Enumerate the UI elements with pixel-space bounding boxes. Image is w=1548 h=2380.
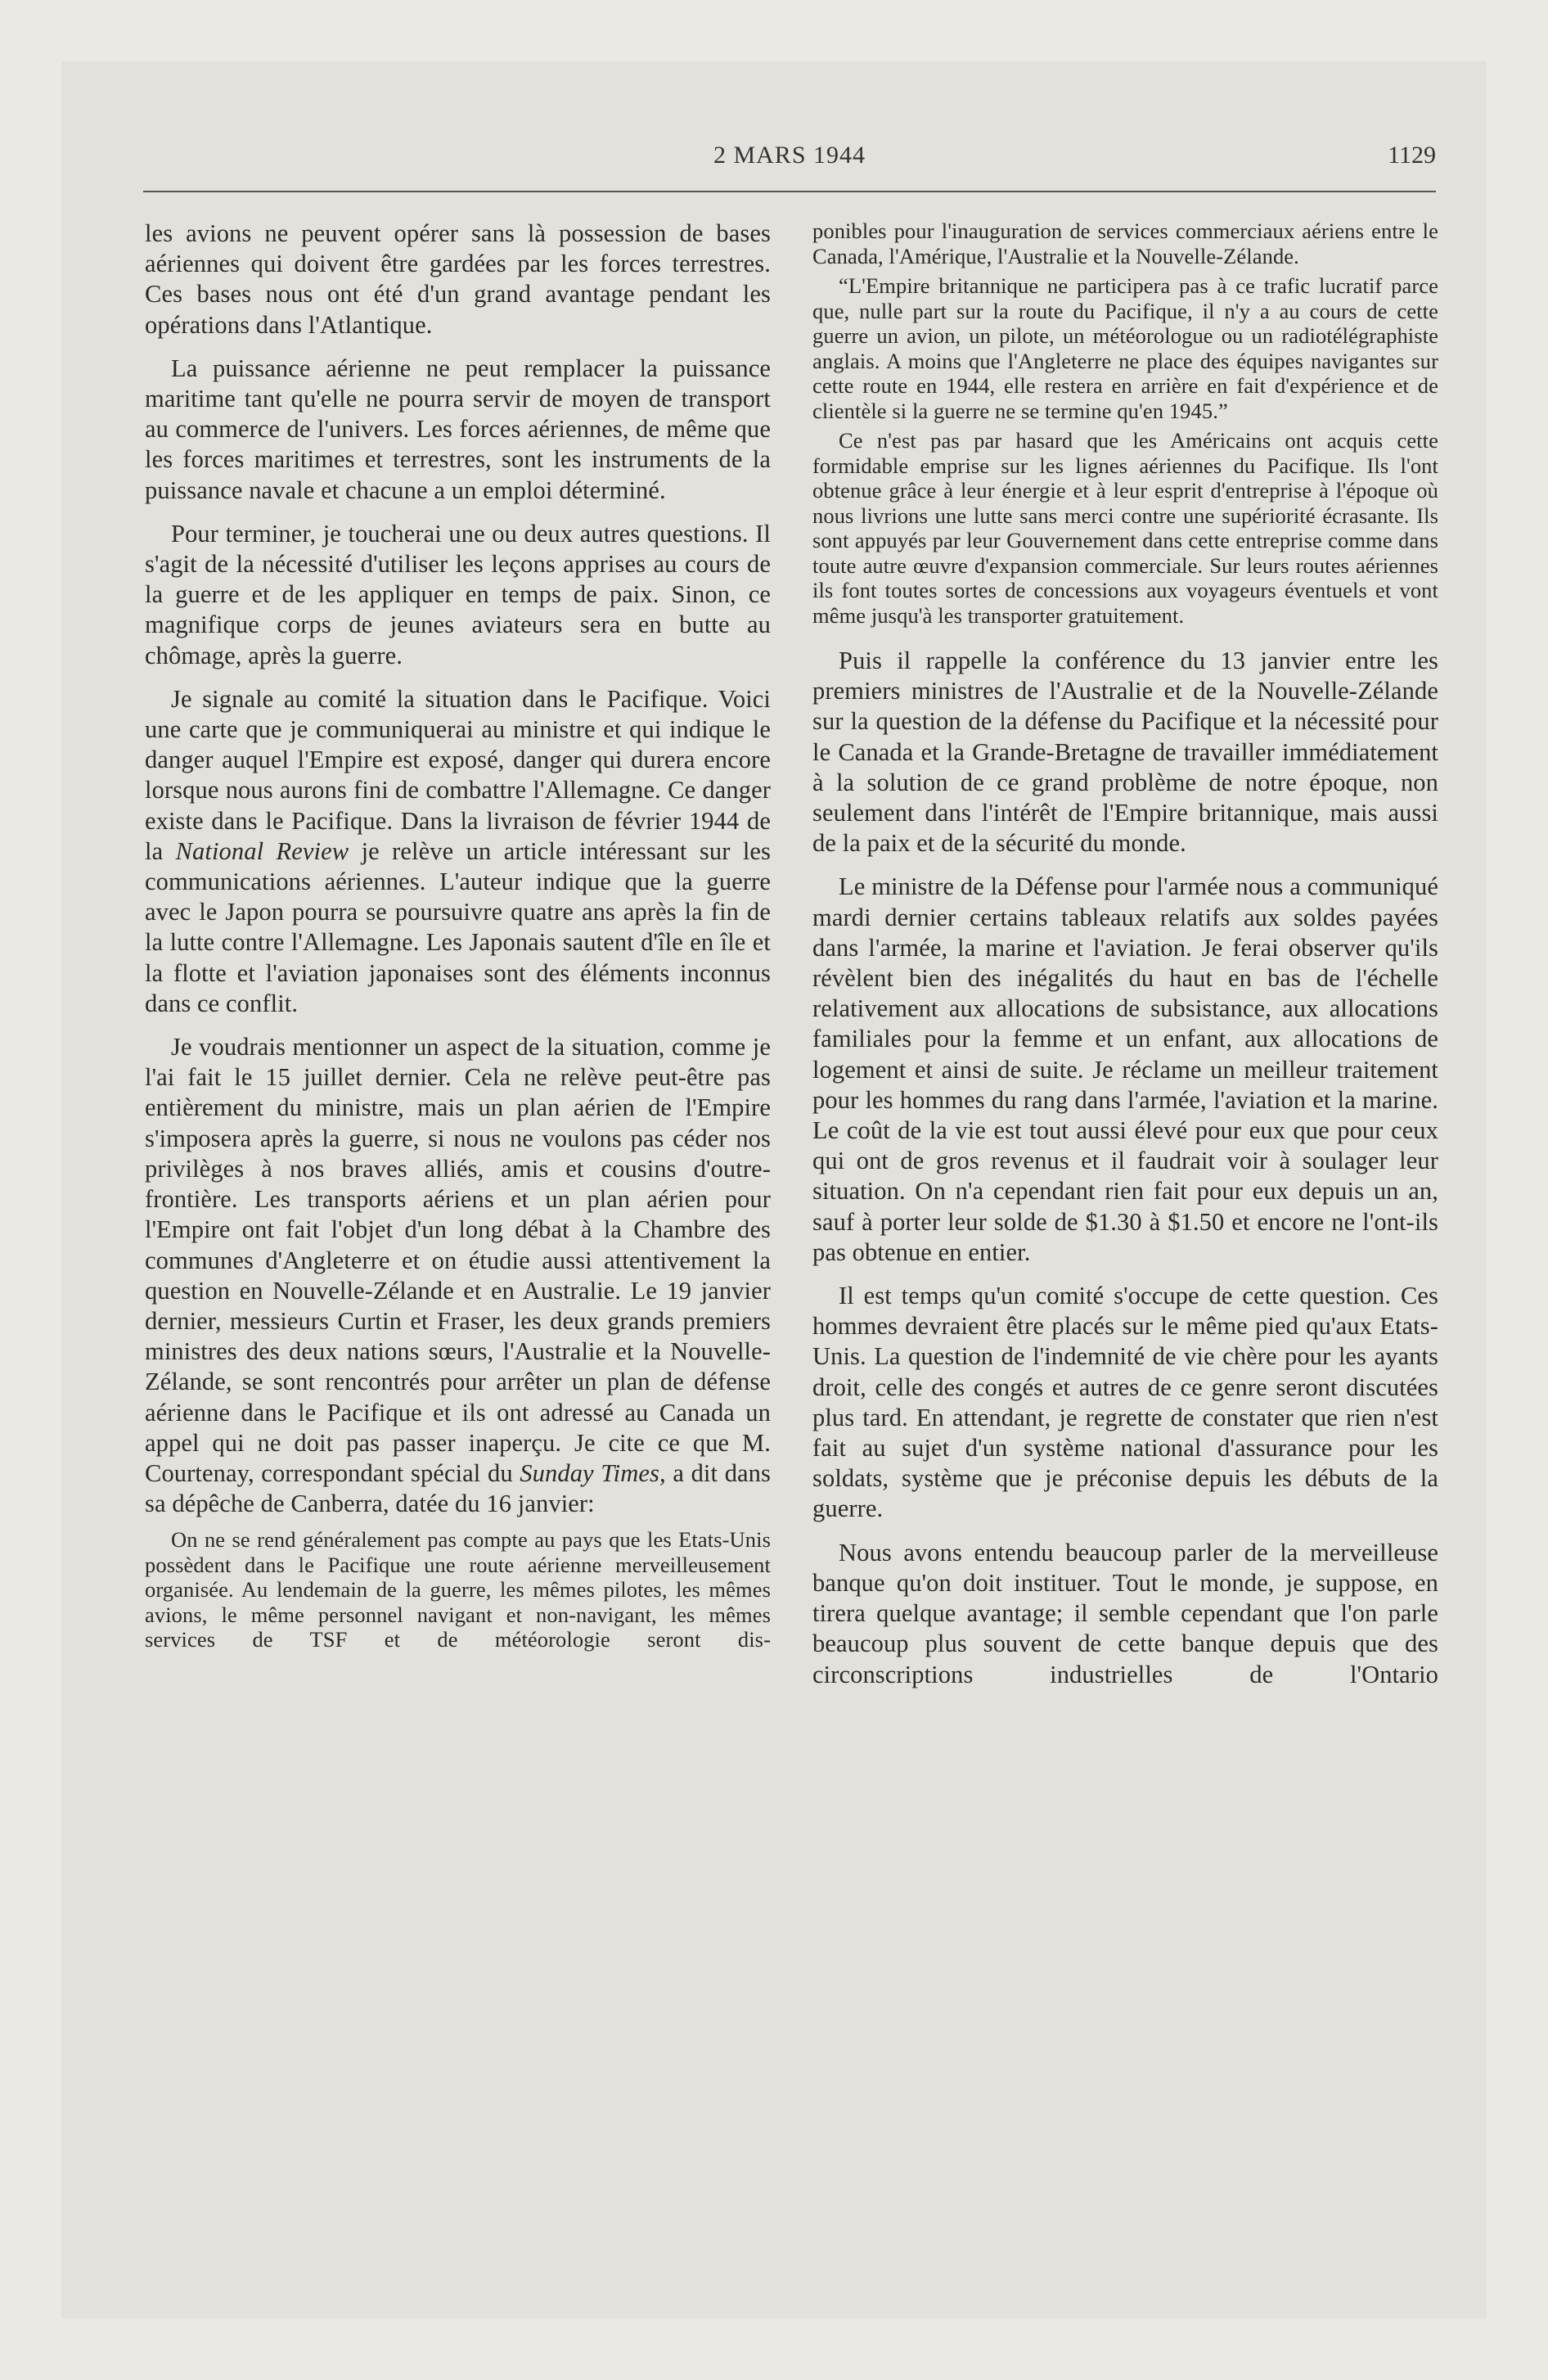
paragraph-text: a dit dans sa dépêche de Canberra, datée du 16 janvier: — [145, 1458, 771, 1518]
publication-title: Sunday Times, — [520, 1458, 666, 1487]
running-header — [143, 142, 1436, 183]
paragraph: Le ministre de la Défense pour l'armée nous a communiqué mardi dernier certains tableaux relatifs aux soldes payées dans l'armée, la marine et l'aviation. Je ferai observer qu'ils révèlent bien des inégalités du haut en bas de l'échelle relativement aux allocations de subsistance, aux allocations familiales pour la femme et un enfant, aux allocations de logement et ainsi de suite. Je réclame un meilleur traitement pour les hommes du rang dans l'armée, l'aviation et la marine. Le coût de la vie est tout aussi élevé pour eux que pour ceux qui ont de gros revenus et il faudrait voir à soulager leur situation. On n'a cependant rien fait pour eux depuis un an, sauf à porter leur solde de $1.30 à $1.50 et encore ne l'ont-ils pas obtenue en entier. — [812, 872, 1438, 1266]
quotation: On ne se rend généralement pas compte au pays que les Etats-Unis possèdent dans le Pacifique une route aérienne merveilleusement organisée. Au lendemain de la guerre, les mêmes pilotes, les mêmes avions, le même personnel navigant et non-navigant, les mêmes services de TSF et de météorologie seront dis- — [145, 1527, 771, 1652]
quotation: “L'Empire britannique ne participera pas à ce trafic lucratif parce que, nulle part sur la route du Pacifique, il n'y a au cours de cette guerre un avion, un pilote, un météorologue ou un radiotélégraphiste anglais. A moins que l'Angleterre ne place des équipes navigantes sur cette route en 1944, elle restera en arrière en fait d'expérience et de clientèle si la guerre ne se termine qu'en 1945.” — [812, 273, 1438, 423]
paragraph-text: je relève un article intéressant sur les communications aériennes. L'auteur indique que la guerre avec le Japon pourra se poursuivre quatre ans après la fin de la lutte contre l'Allemagne. Les Japonais sautent d'île en île et la flotte et l'aviation japonaises sont des éléments inconnus dans ce conflit. — [145, 836, 772, 1017]
right-column — [812, 219, 1438, 1690]
left-column — [145, 219, 771, 1652]
paragraph-text: Je voudrais mentionner un aspect de la situation, comme je l'ai fait le 15 juillet dernier. Cela ne relève peut-être pas entièrement du ministre, mais un plan aérien de l'Empire s'imposera après la guerre, si nous ne voulons pas céder nos privilèges à nos braves alliés, amis et cousins d'outre-frontière. Les transports aériens et un plan aérien pour l'Empire ont fait l'objet d'un long débat à la Chambre des communes d'Angleterre et on étudie aussi attentivement la question en Nouvelle-Zélande et en Australie. Le 19 janvier dernier, messieurs Curtin et Fraser, les deux grands premiers ministres des deux nations sœurs, l'Australie et la Nouvelle-Zélande, se sont rencontrés pour arrêter un plan de défense aérienne dans le Pacifique et ils ont adressé au Canada un appel qui ne doit pas passer inaperçu. Je cite ce que M. Courtenay, correspondant spécial du — [145, 1033, 771, 1487]
publication-title: National Review — [175, 836, 349, 865]
quotation: Ce n'est pas par hasard que les Américains ont acquis cette formidable emprise sur les lignes aériennes du Pacifique. Ils l'ont obtenue grâce à leur énergie et à leur esprit d'entreprise à l'époque où nous livrions une lutte sans merci contre une supériorité écrasante. Ils sont appuyés par leur Gouvernement dans cette entreprise comme dans toute autre œuvre d'expansion commerciale. Sur leurs routes aériennes ils font toutes sortes de concessions aux voyageurs éventuels et vont même jusqu'à les transporter gratuitement. — [812, 428, 1438, 628]
paragraph: Pour terminer, je toucherai une ou deux autres questions. Il s'agit de la nécessité d'utiliser les leçons apprises au cours de la guerre et de les appliquer en temps de paix. Sinon, ce magnifique corps de jeunes aviateurs sera en butte au chômage, après la guerre. — [145, 519, 771, 669]
paragraph-text: Je signale au comité la situation dans le Pacifique. Voici une carte que je communiquerai au ministre et qui indique le danger auquel l'Empire est exposé, danger qui durera encore lorsque nous aurons fini de combattre l'Allemagne. Ce danger existe dans le Pacifique. Dans la livraison de février 1944 de la — [145, 684, 771, 865]
paragraph: La puissance aérienne ne peut remplacer la puissance maritime tant qu'elle ne pourra servir de moyen de transport au commerce de l'univers. Les forces aériennes, de même que les forces maritimes et terrestres, sont les instruments de la puissance navale et chacune a un emploi déterminé. — [145, 354, 771, 504]
quotation-continued: ponibles pour l'inauguration de services commerciaux aériens entre le Canada, l'Amérique, l'Australie et la Nouvelle-Zélande. — [812, 219, 1438, 268]
paragraph — [145, 1032, 771, 1519]
page-number: 1129 — [1388, 142, 1436, 169]
header-date: 2 MARS 1944 — [713, 142, 866, 169]
header-rule — [143, 191, 1436, 192]
paragraph: les avions ne peuvent opérer sans là possession de bases aériennes qui doivent être gardées par les forces terrestres. Ces bases nous ont été d'un grand avantage pendant les opérations dans l'Atlantique. — [145, 219, 771, 339]
document-page — [61, 61, 1487, 2319]
paragraph: Nous avons entendu beaucoup parler de la merveilleuse banque qu'on doit instituer. Tout le monde, je suppose, en tirera quelque avantage; il semble cependant que l'on parle beaucoup plus souvent de cette banque depuis que des circonscriptions industrielles de l'Ontario — [812, 1538, 1438, 1688]
paragraph — [145, 684, 771, 1019]
paragraph: Puis il rappelle la conférence du 13 janvier entre les premiers ministres de l'Australie et de la Nouvelle-Zélande sur la question de la défense du Pacifique et la nécessité pour le Canada et la Grande-Bretagne de travailler immédiatement à la solution de ce grand problème de notre époque, non seulement dans l'intérêt de l'Empire britannique, mais aussi de la paix et de la sécurité du monde. — [812, 647, 1438, 858]
paragraph: Il est temps qu'un comité s'occupe de cette question. Ces hommes devraient être placés sur le même pied qu'aux Etats-Unis. La question de l'indemnité de vie chère pour les ayants droit, celle des congés et autres de ce genre seront discutées plus tard. En attendant, je regrette de constater que rien n'est fait au sujet d'un système national d'assurance pour les soldats, système que je préconise depuis les débuts de la guerre. — [812, 1282, 1438, 1523]
